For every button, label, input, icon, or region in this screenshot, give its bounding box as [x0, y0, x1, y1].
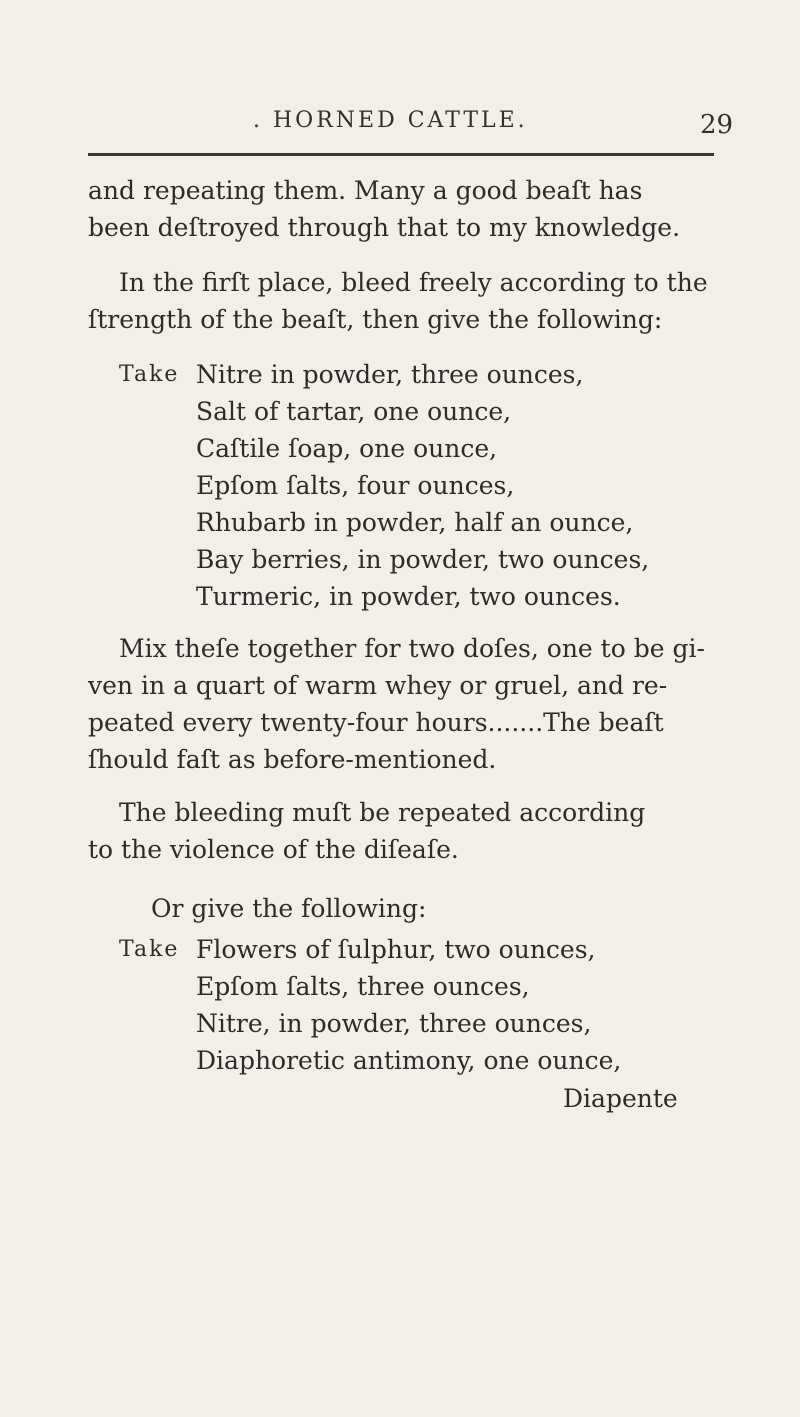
recipe2-take: Take [119, 937, 180, 962]
para3-line-2: ven in a quart of warm whey or gruel, and re- [88, 671, 668, 700]
recipe2-item: Diaphoretic antimony, one ounce, [196, 1046, 622, 1075]
recipe2-item: Nitre, in powder, three ounces, [196, 1009, 592, 1038]
para2-line-1: In the firſt place, bleed freely according to the [119, 268, 708, 297]
recipe1-item: Nitre in powder, three ounces, [196, 360, 584, 389]
para3-line-1: Mix theſe together for two doſes, one to be gi- [119, 634, 705, 663]
recipe1-item: Caſtile ſoap, one ounce, [196, 434, 498, 463]
para4-line-2: to the violence of the diſeaſe. [88, 835, 459, 864]
catchword: Diapente [563, 1084, 678, 1113]
para3-line-4: ſhould faſt as before-mentioned. [88, 745, 497, 774]
recipe2-item: Epſom ſalts, three ounces, [196, 972, 530, 1001]
recipe1-item: Salt of tartar, one ounce, [196, 397, 512, 426]
para1-line-1: and repeating them. Many a good beaſt has [88, 176, 643, 205]
recipe1-item: Rhubarb in powder, half an ounce, [196, 508, 634, 537]
header-rule [88, 153, 714, 156]
recipe1-item: Turmeric, in powder, two ounces. [196, 582, 621, 611]
recipe2-item: Flowers of ſulphur, two ounces, [196, 935, 596, 964]
para3-line-3: peated every twenty-four hours.......The beaſt [88, 708, 664, 737]
recipe1-take: Take [119, 362, 180, 387]
page-number: 29 [700, 110, 734, 140]
recipe1-item: Epſom ſalts, four ounces, [196, 471, 515, 500]
para2-line-2: ſtrength of the beaſt, then give the following: [88, 305, 663, 334]
para5-line: Or give the following: [151, 894, 427, 923]
recipe1-item: Bay berries, in powder, two ounces, [196, 545, 650, 574]
running-head: . HORNED CATTLE. [253, 108, 528, 133]
para1-line-2: been deſtroyed through that to my knowledge. [88, 213, 681, 242]
para4-line-1: The bleeding muſt be repeated according [119, 798, 646, 827]
